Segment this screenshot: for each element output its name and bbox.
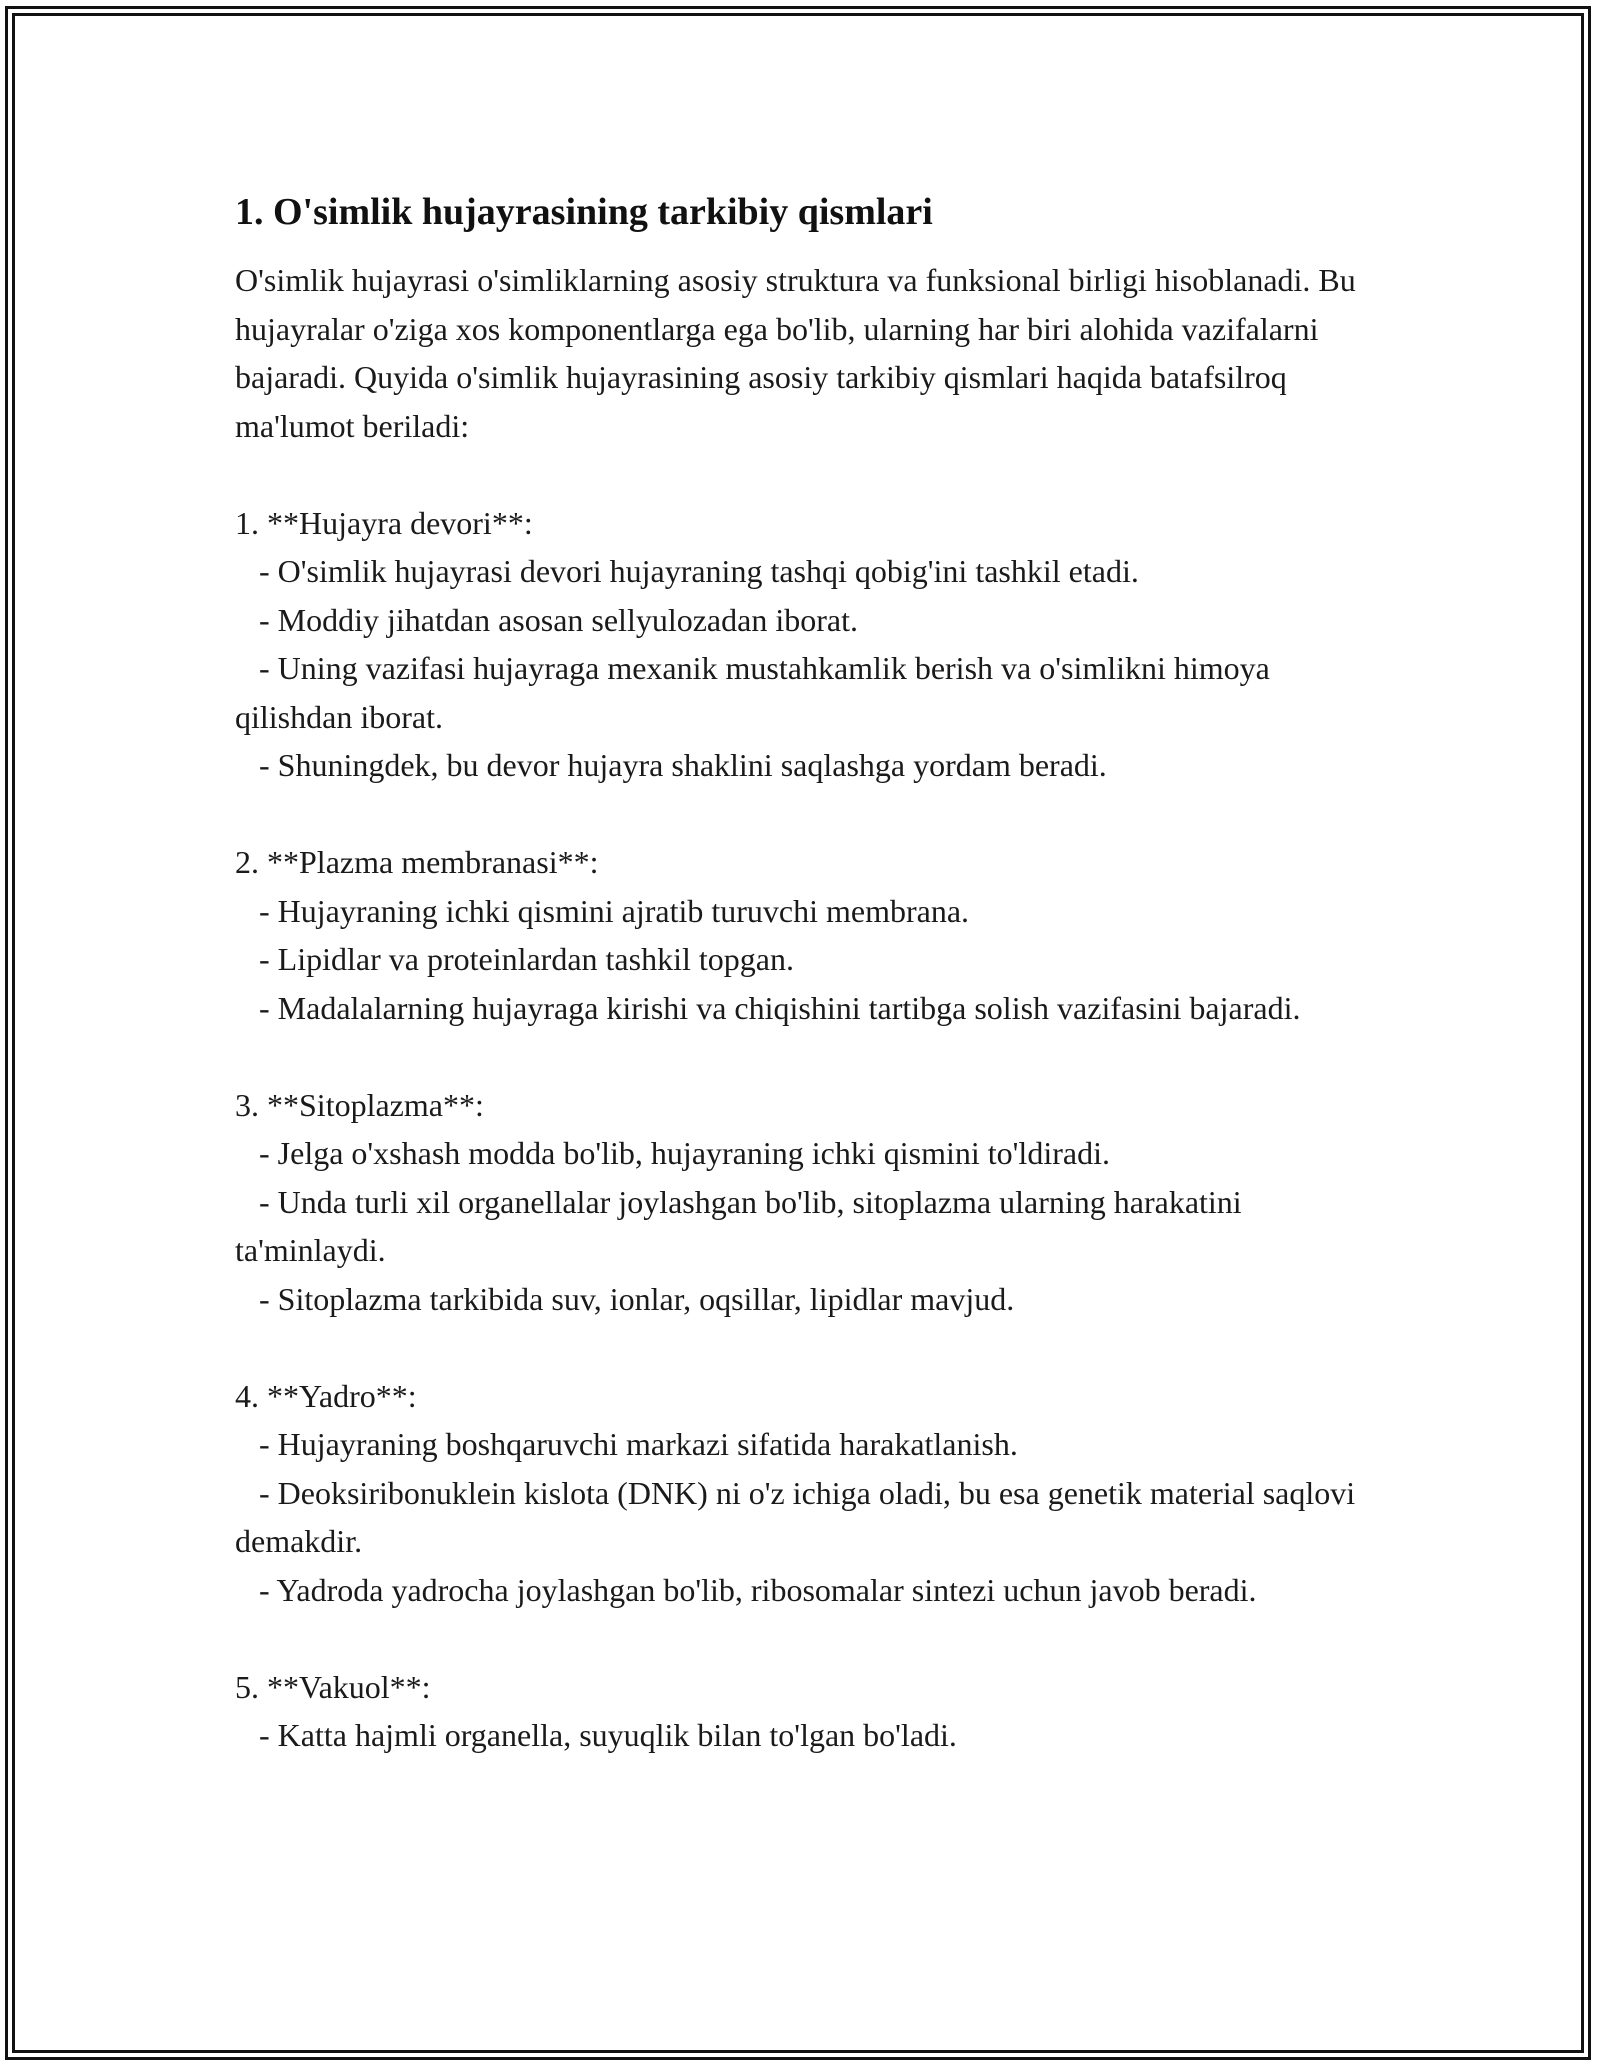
- list-item: - Deoksiribonuklein kislota (DNK) ni o'z ichiga oladi, bu esa genetik material saqlovi demakdir.: [235, 1474, 1364, 1559]
- section-sitoplazma: [235, 1081, 1365, 1324]
- list-item: - Yadroda yadrocha joylashgan bo'lib, ribosomalar sintezi uchun javob beradi.: [235, 1571, 1257, 1608]
- list-item: - Jelga o'xshash modda bo'lib, hujayraning ichki qismini to'ldiradi.: [235, 1135, 1110, 1171]
- list-item: - Sitoplazma tarkibida suv, ionlar, oqsillar, lipidlar mavjud.: [235, 1280, 1015, 1317]
- list-item: - Uning vazifasi hujayraga mexanik mustahkamlik berish va o'simlikni himoya qilishdan iborat.: [235, 650, 1278, 735]
- list-item: - Hujayraning ichki qismini ajratib turuvchi membrana.: [235, 892, 970, 929]
- section-heading: 1. **Hujayra devori**:: [235, 504, 533, 541]
- list-item: - Hujayraning boshqaruvchi markazi sifatida harakatlanish.: [235, 1426, 1018, 1462]
- intro-paragraph: O'simlik hujayrasi o'simliklarning asosiy struktura va funksional birligi hisoblanadi. Bu hujayralar o'ziga xos komponentlarga ega bo'lib, ularning har biri alohida vazifalarni bajaradi. Quyida o'simlik hujayrasining asosiy tarkibiy qismlari haqida batafsilroq ma'lumot beriladi:: [235, 262, 1356, 444]
- section-heading: 5. **Vakuol**:: [235, 1668, 431, 1705]
- list-item: - Madalalarning hujayraga kirishi va chiqishini tartibga solish vazifasini bajaradi.: [235, 989, 1301, 1026]
- list-item: - Katta hajmli organella, suyuqlik bilan to'lgan bo'ladi.: [235, 1717, 957, 1753]
- list-item: - Shuningdek, bu devor hujayra shaklini saqlashga yordam beradi.: [235, 747, 1107, 783]
- document-title: 1. O'simlik hujayrasining tarkibiy qismlari: [235, 191, 933, 233]
- section-vakuol: [235, 1663, 1365, 1760]
- section-yadro: [235, 1372, 1365, 1615]
- section-hujayra-devori: [235, 499, 1365, 790]
- section-heading: 3. **Sitoplazma**:: [235, 1086, 484, 1123]
- section-heading: 4. **Yadro**:: [235, 1377, 417, 1414]
- list-item: - Unda turli xil organellalar joylashgan bo'lib, sitoplazma ularning harakatini ta'minlaydi.: [235, 1183, 1250, 1268]
- document-body: [235, 186, 1365, 1760]
- list-item: - O'simlik hujayrasi devori hujayraning tashqi qobig'ini tashkil etadi.: [235, 553, 1139, 589]
- section-heading: 2. **Plazma membranasi**:: [235, 844, 599, 880]
- list-item: - Lipidlar va proteinlardan tashkil topgan.: [235, 941, 794, 977]
- list-item: - Moddiy jihatdan asosan sellyulozadan iborat.: [235, 601, 858, 638]
- section-plazma-membranasi: [235, 838, 1365, 1032]
